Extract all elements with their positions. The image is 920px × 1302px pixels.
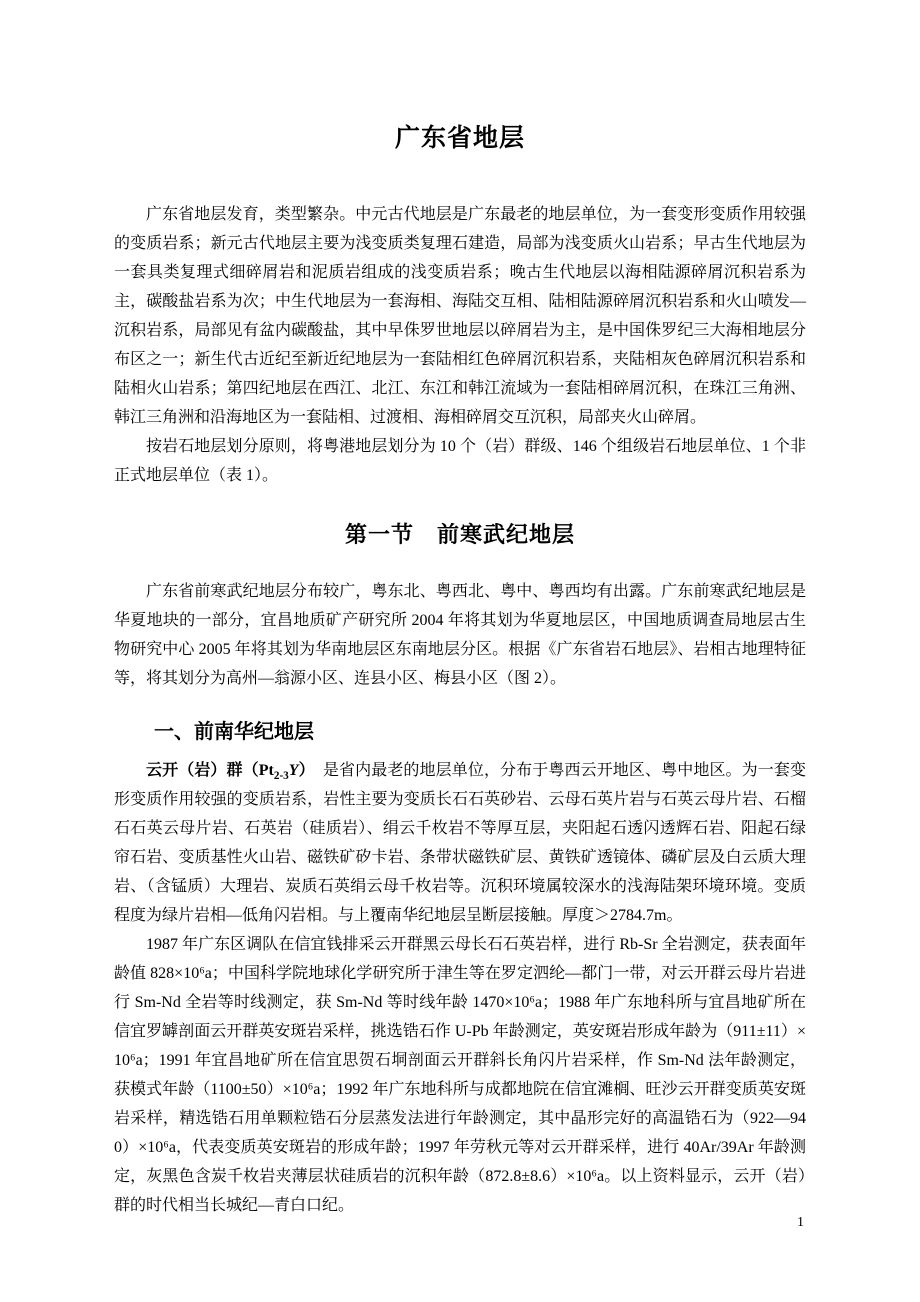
subsection-heading-pre-nanhua: 一、前南华纪地层 bbox=[154, 721, 314, 743]
dating-results-paragraph: 1987 年广东区调队在信宜钱排采云开群黑云母长石石英岩样，进行 Rb-Sr 全岩测定，获表面年龄值 828×10⁶a；中国科学院地球化学研究所于津生等在罗定泗纶—都门一带，对云开群云母片岩进行 Sm-Nd 全岩等时线测定，获 Sm-Nd 等时线年龄 1470×10⁶a；1988 年广东地科所与宜昌地矿所在信宜罗罅剖面云开群英安斑岩采样，挑选锆石作 U-Pb 年龄测定，英安斑岩形成年龄为（911±11）×10⁶a；1991 年宜昌地矿所在信宜思贺石垌剖面云开群斜长角闪片岩采样，作 Sm-Nd 法年龄测定，获模式年龄（1100±50）×10⁶a；1992 年广东地科所与成都地院在信宜滩榈、旺沙云开群变质英安斑岩采样，精选锆石用单颗粒锆石分层蒸发法进行年龄测定，其中晶形完好的高温锆石为（922—940）×10⁶a，代表变质英安斑岩的形成年龄；1997 年劳秋元等对云开群采样，进行 40Ar/39Ar 年龄测定，灰黑色含炭千枚岩夹薄层状硅质岩的沉积年龄（872.8±8.6）×10⁶a。以上资料显示，云开（岩）群的时代相当长城纪—青白口纪。 bbox=[114, 936, 806, 1214]
intro-paragraph-classification: 按岩石地层划分原则，将粤港地层划分为 10 个（岩）群级、146 个组级岩石地层单位、1 个非正式地层单位（表 1）。 bbox=[114, 438, 806, 484]
unit-name-close: ） bbox=[298, 762, 307, 779]
section-intro-paragraph: 广东省前寒武纪地层分布较广，粤东北、粤西北、粤中、粤西均有出露。广东前寒武纪地层是华夏地块的一部分，宜昌地质矿产研究所 2004 年将其划为华夏地层区，中国地质调查局地层古生物研究中心 2005 年将其划为华南地层区东南地层分区。根据《广东省岩石地层》、岩相古地理特征等，将其划分为高州—翁源小区、连县小区、梅县小区（图 2）。 bbox=[114, 583, 806, 687]
unit-code-subscript: 2-3 bbox=[273, 770, 289, 783]
unit-description-paragraph bbox=[114, 756, 806, 930]
unit-description-text: 是省内最老的地层单位，分布于粤西云开地区、粤中地区。为一套变形变质作用较强的变质岩系，岩性主要为变质长石石英砂岩、云母石英片岩与石英云母片岩、石榴石石英云母片岩、石英岩（硅质岩）、绢云千枚岩不等厚互层，夹阳起石透闪透辉石岩、阳起石绿帘石岩、变质基性火山岩、磁铁矿矽卡岩、条带状磁铁矿层、黄铁矿透镜体、磷矿层及白云质大理岩、（含锰质）大理岩、炭质石英绢云母千枚岩等。沉积环境属较深水的浅海陆架环境环境。变质程度为绿片岩相—低角闪岩相。与上覆南华纪地层呈断层接触。厚度＞2784.7m。 bbox=[114, 762, 806, 924]
intro-paragraph-overview: 广东省地层发育，类型繁杂。中元古代地层是广东最老的地层单位，为一套变形变质作用较强的变质岩系；新元古代地层主要为浅变质类复理石建造，局部为浅变质火山岩系；早古生代地层为一套具类复理式细碎屑岩和泥质岩组成的浅变质岩系；晚古生代地层以海相陆源碎屑沉积岩系为主，碳酸盐岩系为次；中生代地层为一套海相、海陆交互相、陆相陆源碎屑沉积岩系和火山喷发—沉积岩系，局部见有盆内碳酸盐，其中早侏罗世地层以碎屑岩为主，是中国侏罗纪三大海相地层分布区之一；新生代古近纪至新近纪地层为一套陆相红色碎屑沉积岩系，夹陆相灰色碎屑沉积岩系和陆相火山岩系；第四纪地层在西江、北江、东江和韩江流域为一套陆相碎屑沉积，在珠江三角洲、韩江三角洲和沿海地区为一套陆相、过渡相、海相碎屑交互沉积，局部夹火山碎屑。 bbox=[114, 206, 806, 426]
page-number: 1 bbox=[797, 1215, 804, 1230]
unit-code-symbol: Y bbox=[288, 762, 299, 779]
section-heading-precambrian: 第一节 前寒武纪地层 bbox=[344, 522, 575, 547]
stratigraphic-unit-name bbox=[146, 762, 307, 783]
document-title: 广东省地层 bbox=[394, 124, 525, 152]
unit-name-text: 云开（岩）群（Pt bbox=[146, 762, 274, 779]
